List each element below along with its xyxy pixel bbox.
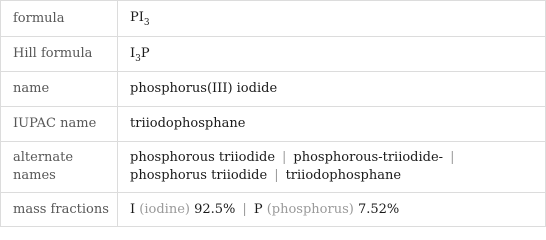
hill-formula-value	[118, 37, 546, 72]
mass-percent: 7.52%	[357, 201, 400, 217]
alternate-name: triiodophosphane	[285, 168, 402, 183]
hill-formula-tail: P	[140, 45, 150, 61]
name-value: phosphorus(III) iodide	[118, 72, 546, 107]
mass-percent: 92.5%	[194, 201, 236, 217]
alternate-name: phosphorous triiodide	[130, 150, 276, 165]
separator: |	[282, 150, 287, 165]
mass-fractions-value	[118, 193, 546, 227]
element-name: (phosphorus)	[266, 201, 354, 217]
alternate-name: phosphorous-triiodide-	[293, 150, 444, 165]
table-row	[1, 37, 546, 72]
row-label-formula: formula	[1, 1, 118, 37]
separator: |	[450, 150, 455, 165]
row-label-alternate-names: alternate names	[1, 142, 118, 193]
hill-formula-main: I	[130, 45, 136, 61]
table-row	[1, 142, 546, 193]
formula-subscript: 3	[143, 18, 150, 28]
alternate-name: phosphorus triiodide	[130, 168, 268, 183]
formula-value	[118, 1, 546, 37]
separator: |	[242, 201, 247, 217]
table-row	[1, 107, 546, 142]
row-label-mass-fractions: mass fractions	[1, 193, 118, 227]
table-row	[1, 1, 546, 37]
formula-main: PI	[130, 10, 144, 25]
alternate-names-value	[118, 142, 546, 193]
row-label-iupac-name: IUPAC name	[1, 107, 118, 142]
iupac-name-value: triiodophosphane	[118, 107, 546, 142]
separator: |	[274, 168, 279, 183]
element-name: (iodine)	[139, 201, 190, 217]
table-row	[1, 193, 546, 227]
hill-formula-subscript: 3	[135, 53, 141, 64]
row-label-hill-formula: Hill formula	[1, 37, 118, 72]
element-symbol: P	[253, 201, 263, 217]
element-symbol: I	[130, 201, 136, 217]
table-row	[1, 72, 546, 107]
row-label-name: name	[1, 72, 118, 107]
